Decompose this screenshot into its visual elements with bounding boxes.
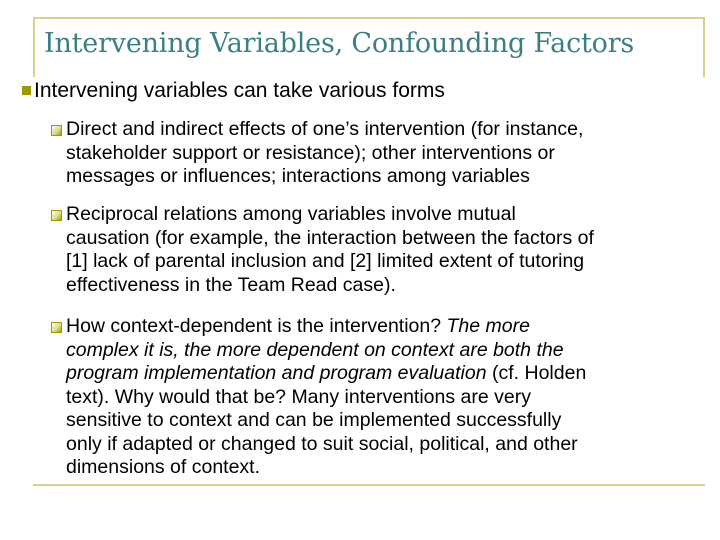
sub-bullet-2-text xyxy=(66,203,706,297)
sub-bullet-3-text xyxy=(66,315,706,480)
text-line: effectiveness in the Team Read case). xyxy=(66,273,396,296)
right-border-rule xyxy=(703,17,705,77)
top-border-rule xyxy=(33,17,705,19)
text-line: messages or influences; interactions among variables xyxy=(66,165,530,187)
text-line: sensitive to context and can be implemented successfully xyxy=(66,409,562,431)
checkbox-bullet-icon xyxy=(50,124,62,136)
bottom-border-rule xyxy=(33,484,705,486)
square-bullet-icon xyxy=(22,86,31,95)
text-line: stakeholder support or resistance); other interventions or xyxy=(66,141,555,164)
checkbox-bullet-icon xyxy=(50,321,62,333)
left-border-rule xyxy=(33,17,35,77)
text-line: Reciprocal relations among variables involve mutual xyxy=(66,203,516,225)
text-line: only if adapted or changed to suit social, political, and other xyxy=(66,432,578,455)
italic-text-run: The more xyxy=(446,315,530,337)
text-run: (cf. Holden xyxy=(486,362,587,384)
main-bullet-text: Intervening variables can take various forms xyxy=(34,79,445,102)
sub-bullet-1-text xyxy=(66,118,706,189)
text-line: [1] lack of parental inclusion and [2] limited extent of tutoring xyxy=(66,250,585,272)
text-line: Direct and indirect effects of one’s intervention (for instance, xyxy=(66,118,584,140)
checkbox-bullet-icon xyxy=(50,209,62,221)
italic-text-line: complex it is, the more dependent on context are both the xyxy=(66,338,564,361)
text-line: text). Why would that be? Many interventions are very xyxy=(66,385,531,408)
text-line: dimensions of context. xyxy=(66,456,261,478)
text-run: How context-dependent is the intervention? xyxy=(66,315,447,337)
text-line: causation (for example, the interaction between the factors of xyxy=(66,226,594,249)
text-line xyxy=(66,362,706,386)
slide-title: Intervening Variables, Confounding Factors xyxy=(44,28,635,59)
text-line xyxy=(66,315,706,339)
italic-text-run: program implementation and program evaluation xyxy=(66,362,487,384)
